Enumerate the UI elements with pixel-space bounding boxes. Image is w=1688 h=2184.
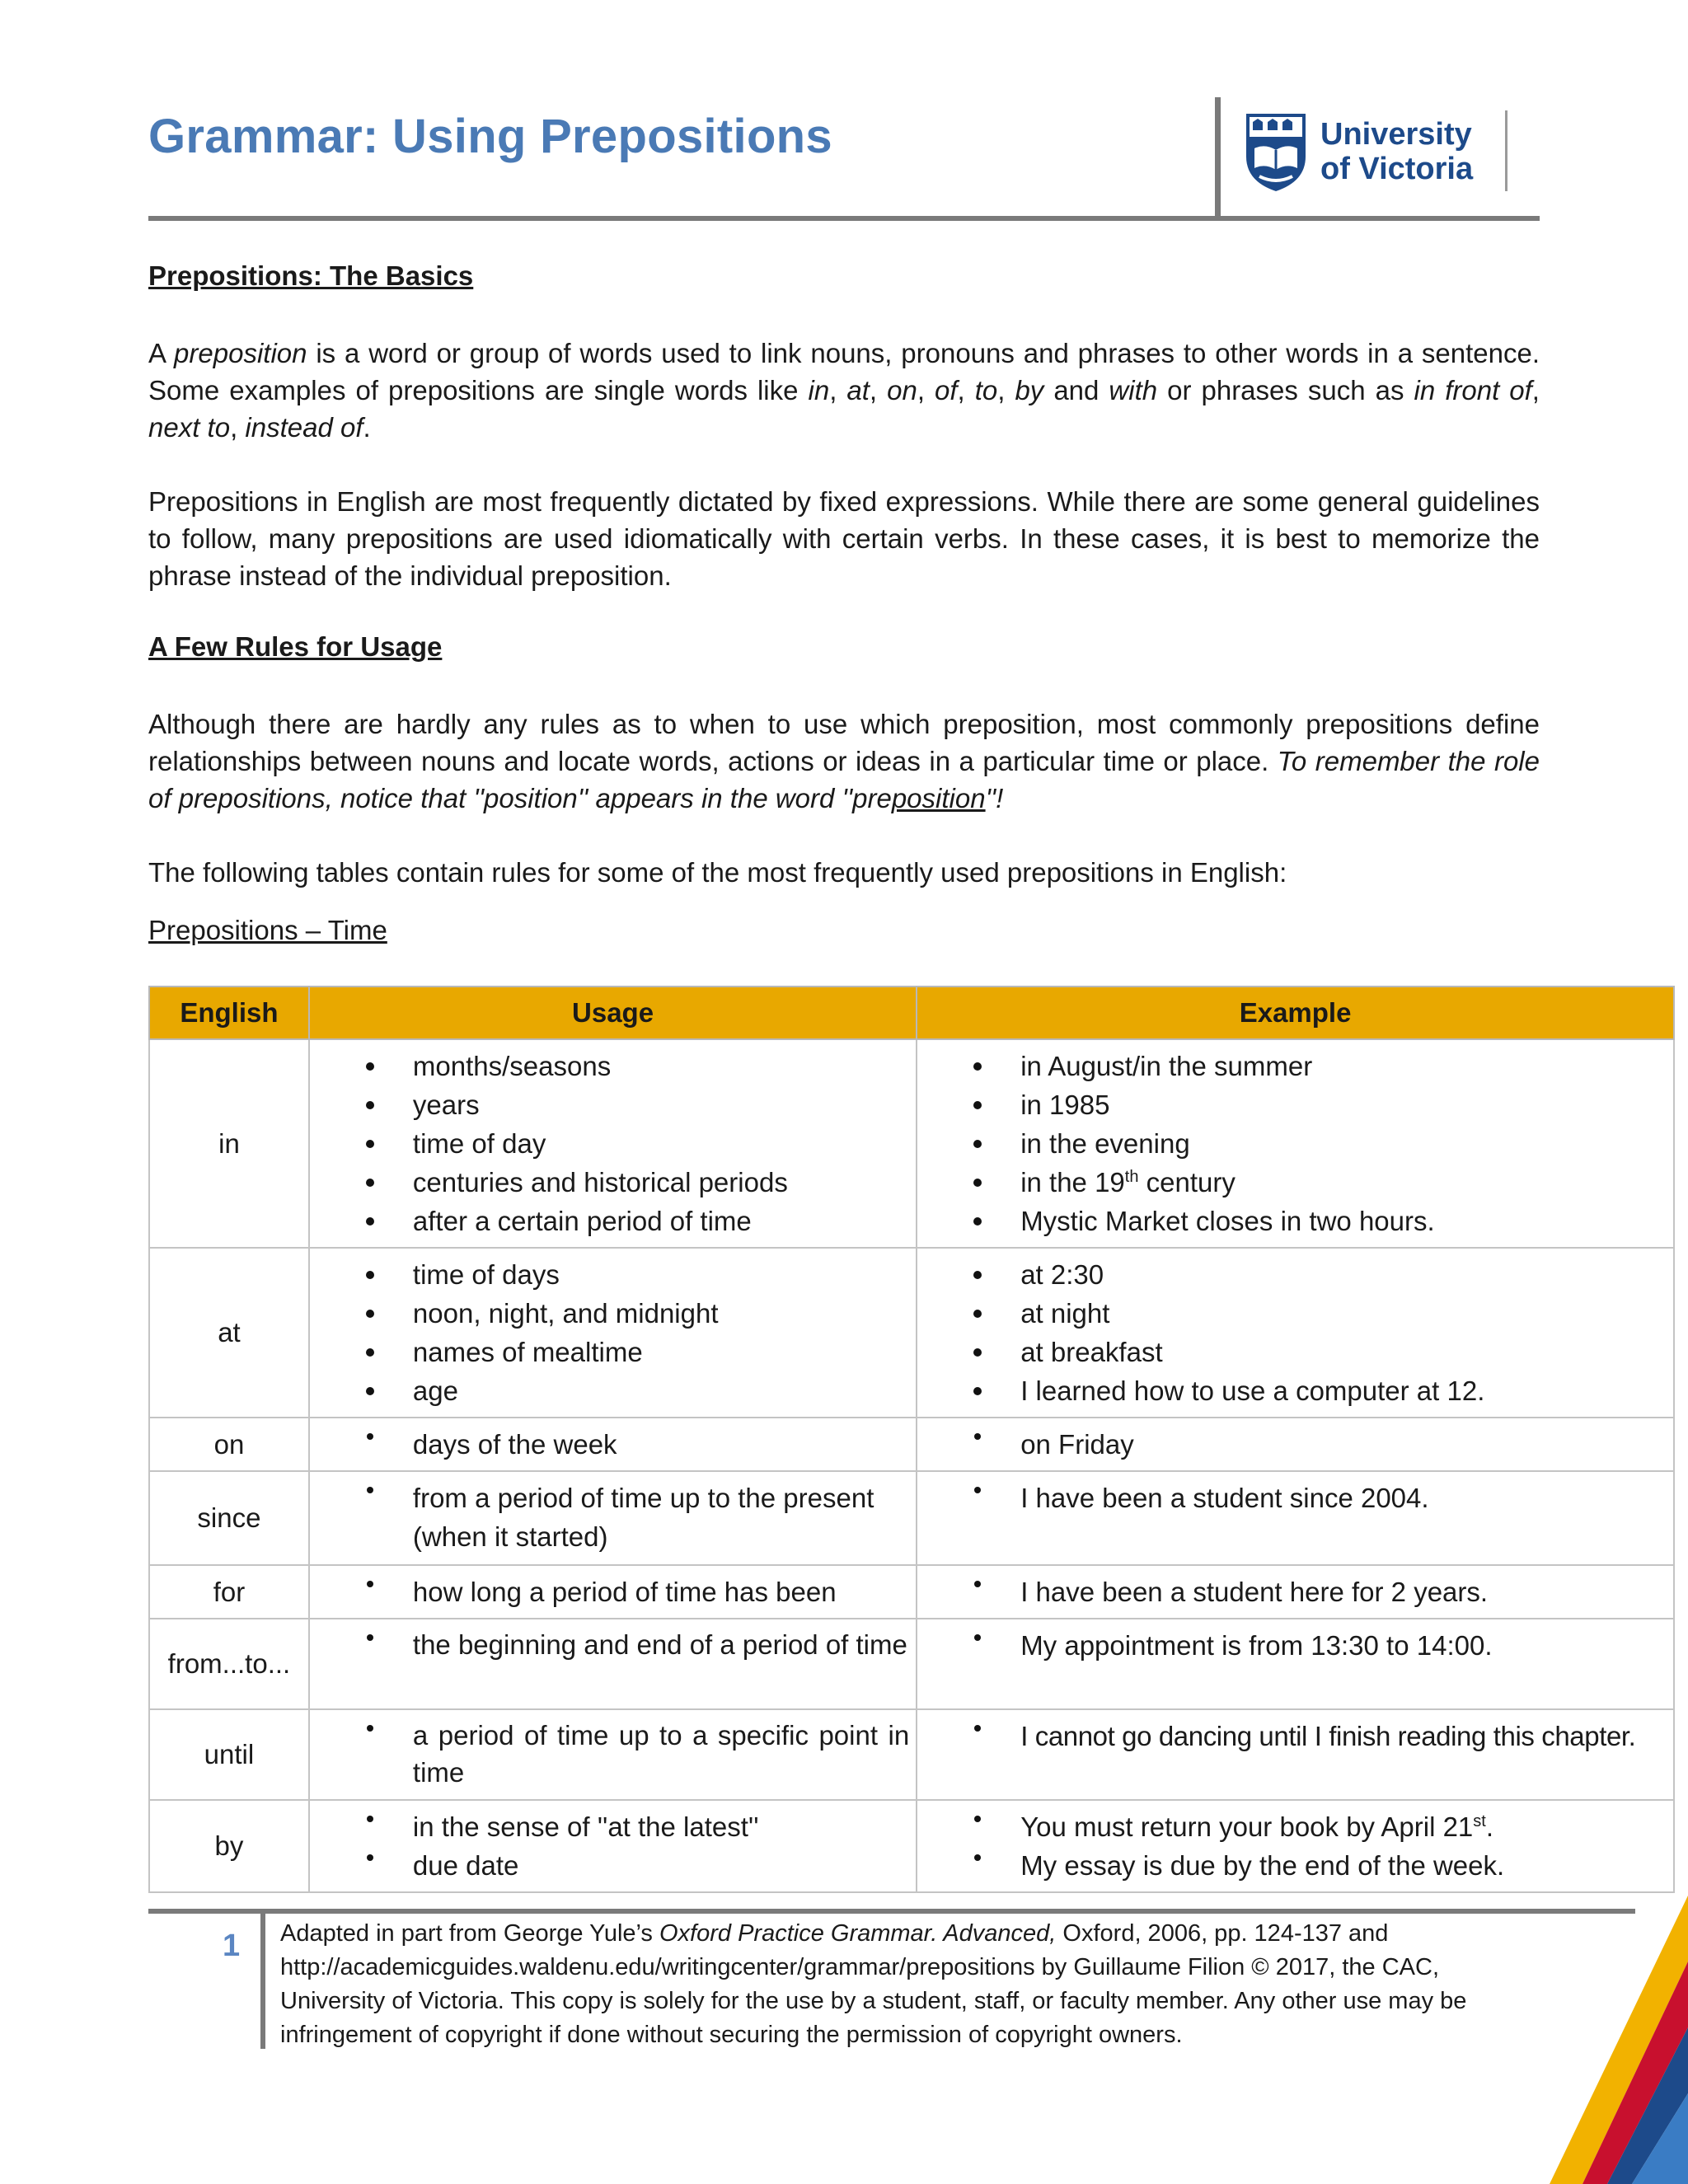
term-cell: for — [149, 1565, 309, 1619]
term-cell: at — [149, 1248, 309, 1418]
section-heading-rules: A Few Rules for Usage — [148, 631, 443, 662]
list-item: from a period of time up to the present (when it started) — [310, 1479, 909, 1556]
logo-line-1: University — [1320, 117, 1472, 152]
example-cell — [917, 1800, 1674, 1892]
usage-cell — [309, 1800, 917, 1892]
prepositions-time-table — [148, 986, 1675, 1893]
table-caption: Prepositions – Time — [148, 915, 387, 945]
term-cell: from...to... — [149, 1619, 309, 1709]
rules-paragraph-1: Although there are hardly any rules as to when to use which preposition, most commonly prepositions define relationships between nouns and locate words, actions or ideas in a particular time or place. To remember the role of prepositions, notice that ''position'' appears in the word ''preposition''! — [148, 709, 1540, 813]
list-item: names of mealtime — [310, 1333, 909, 1371]
list-item: I learned how to use a computer at 12. — [917, 1371, 1667, 1410]
list-item: noon, night, and midnight — [310, 1294, 909, 1333]
usage-cell — [309, 1248, 917, 1418]
list-item: in the 19th century — [917, 1163, 1667, 1202]
usage-cell — [309, 1039, 917, 1248]
logo-line-2: of Victoria — [1320, 152, 1474, 186]
example-cell — [917, 1471, 1674, 1565]
header-usage: Usage — [309, 987, 917, 1039]
list-item: My essay is due by the end of the week. — [917, 1846, 1667, 1885]
crest-icon — [1243, 110, 1309, 193]
example-cell — [917, 1248, 1674, 1418]
header-rule — [148, 216, 1540, 221]
list-item: a period of time up to a specific point in time — [310, 1717, 909, 1791]
logo-divider — [1505, 110, 1507, 191]
header-example: Example — [917, 987, 1674, 1039]
table-row — [149, 1800, 1674, 1892]
list-item: centuries and historical periods — [310, 1163, 909, 1202]
table-row — [149, 1709, 1674, 1800]
list-item: in the sense of ''at the latest'' — [310, 1807, 909, 1846]
list-item: in 1985 — [917, 1085, 1667, 1124]
usage-cell — [309, 1418, 917, 1471]
decorative-stripes — [1550, 1896, 1688, 2184]
list-item: in August/in the summer — [917, 1047, 1667, 1085]
list-item: how long a period of time has been — [310, 1572, 909, 1611]
list-item: months/seasons — [310, 1047, 909, 1085]
table-row — [149, 1248, 1674, 1418]
table-row — [149, 1418, 1674, 1471]
list-item: time of day — [310, 1124, 909, 1163]
list-item: I cannot go dancing until I finish reading this chapter. — [917, 1717, 1667, 1755]
usage-cell — [309, 1565, 917, 1619]
list-item: I have been a student here for 2 years. — [917, 1572, 1667, 1611]
table-row — [149, 1565, 1674, 1619]
university-logo — [1243, 110, 1507, 193]
term-cell: on — [149, 1418, 309, 1471]
section-heading-basics: Prepositions: The Basics — [148, 260, 474, 291]
page-title: Grammar: Using Prepositions — [148, 110, 832, 163]
list-item: at breakfast — [917, 1333, 1667, 1371]
list-item: in the evening — [917, 1124, 1667, 1163]
term-cell: in — [149, 1039, 309, 1248]
list-item: time of days — [310, 1255, 909, 1294]
usage-cell — [309, 1619, 917, 1709]
rules-paragraph-2: The following tables contain rules for some of the most frequently used prepositions in English: — [148, 857, 1287, 888]
list-item: on Friday — [917, 1425, 1667, 1464]
list-item: My appointment is from 13:30 to 14:00. — [917, 1626, 1667, 1665]
list-item: years — [310, 1085, 909, 1124]
page-number: 1 — [223, 1929, 241, 1963]
list-item: age — [310, 1371, 909, 1410]
list-item: after a certain period of time — [310, 1202, 909, 1240]
usage-cell — [309, 1471, 917, 1565]
basics-paragraph-1: A preposition is a word or group of words used to link nouns, pronouns and phrases to other words in a sentence. Some examples of prepositions are single words like in, at, on, of, to, by and with or phrases such as in front of, next to, instead of. — [148, 338, 1540, 443]
list-item: Mystic Market closes in two hours. — [917, 1202, 1667, 1240]
table-row — [149, 1039, 1674, 1248]
term-cell: by — [149, 1800, 309, 1892]
list-item: You must return your book by April 21st. — [917, 1807, 1667, 1846]
list-item: at 2:30 — [917, 1255, 1667, 1294]
usage-cell — [309, 1709, 917, 1800]
table-row — [149, 1471, 1674, 1565]
footer-divider — [260, 1914, 265, 2049]
footer-attribution: Adapted in part from George Yule’s Oxford Practice Grammar. Advanced, Oxford, 2006, pp. 124-137 and http://academicguides.waldenu.edu/writingcenter/grammar/prepositions by Guillaume Filion © 2017, the CAC, University of Victoria. This copy is solely for the use by a student, staff, or faculty member. Any other use may be infringement of copyright if done without securing the permission of copyright owners. — [280, 1920, 1467, 2048]
term-cell: until — [149, 1709, 309, 1800]
table-header-row — [149, 987, 1674, 1039]
table-row — [149, 1619, 1674, 1709]
list-item: the beginning and end of a period of time — [310, 1626, 909, 1663]
list-item: at night — [917, 1294, 1667, 1333]
list-item: days of the week — [310, 1425, 909, 1464]
example-cell — [917, 1709, 1674, 1800]
header-divider — [1215, 97, 1221, 219]
example-cell — [917, 1418, 1674, 1471]
basics-paragraph-2: Prepositions in English are most frequently dictated by fixed expressions. While there are some general guidelines to follow, many prepositions are used idiomatically with certain verbs. In these cases, it is best to memorize the phrase instead of the individual preposition. — [148, 486, 1540, 591]
list-item: due date — [310, 1846, 909, 1885]
example-cell — [917, 1565, 1674, 1619]
header-english: English — [149, 987, 309, 1039]
footer-rule — [148, 1909, 1635, 1914]
example-cell — [917, 1619, 1674, 1709]
list-item: I have been a student since 2004. — [917, 1479, 1667, 1517]
example-cell — [917, 1039, 1674, 1248]
term-cell: since — [149, 1471, 309, 1565]
